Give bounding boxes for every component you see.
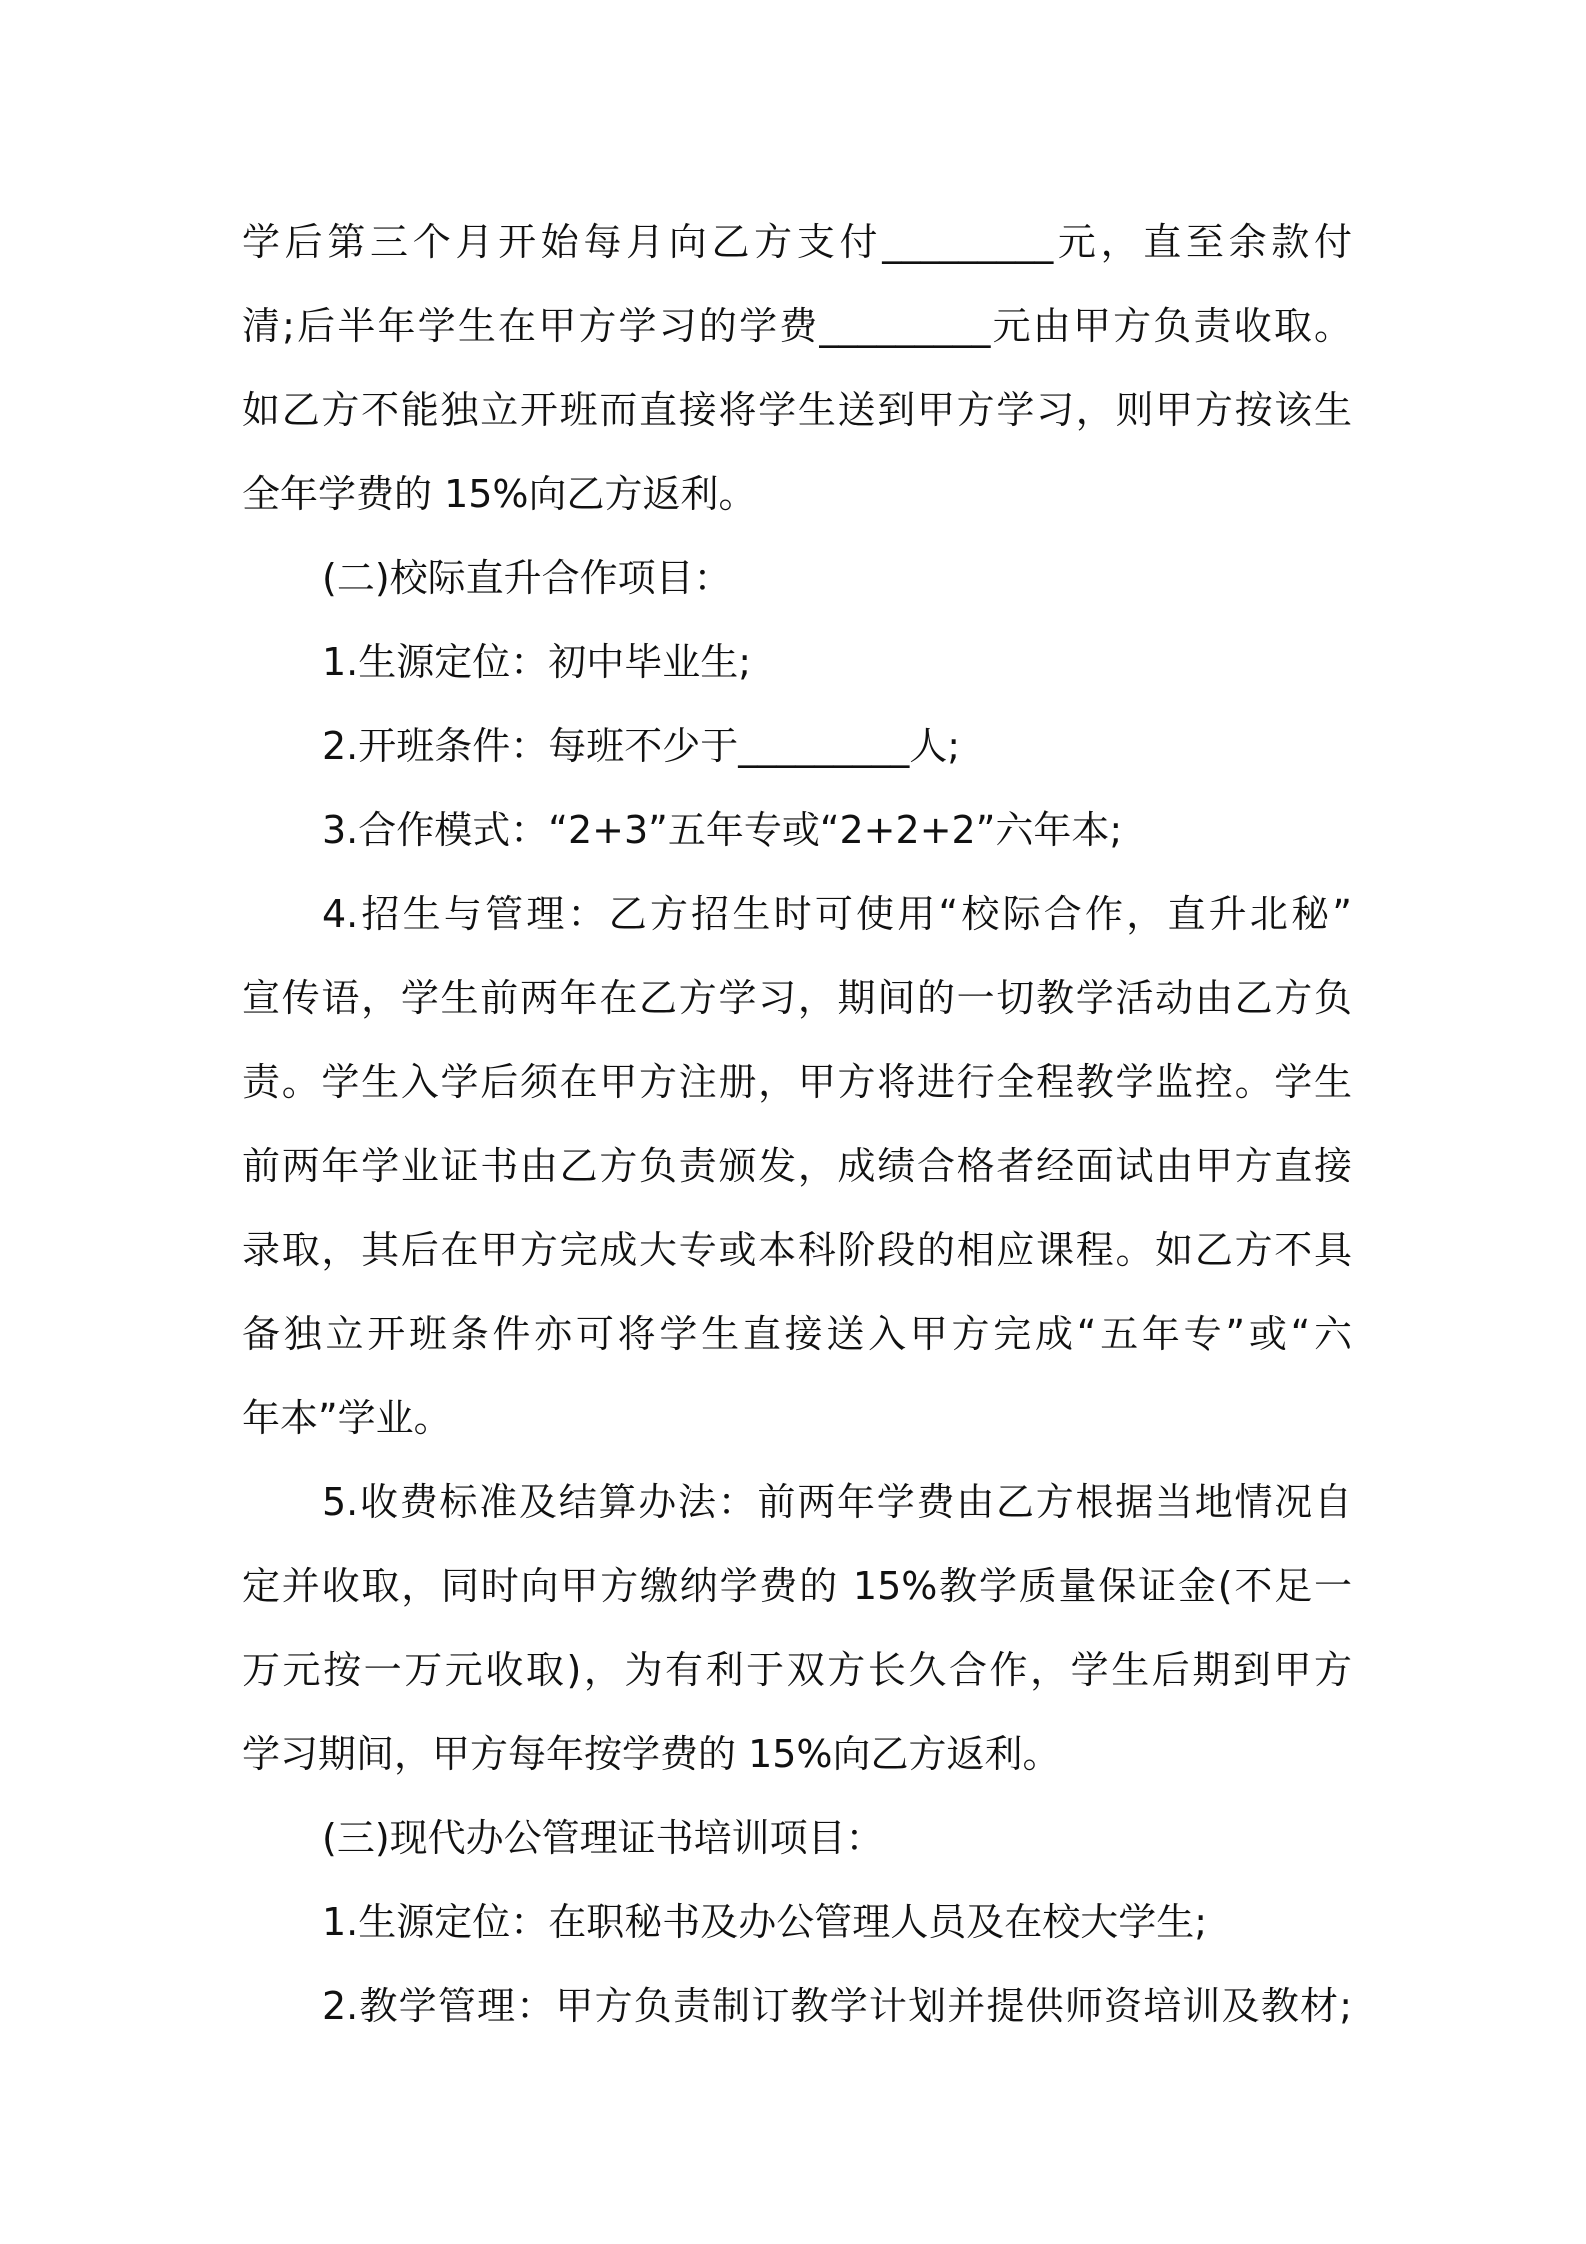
text-line: (三)现代办公管理证书培训项目： [322, 1816, 884, 1860]
text-line: 5.收费标准及结算办法：前两年学费由乙方根据当地情况自 [322, 1480, 1352, 1524]
text-line: 宣传语，学生前两年在乙方学习，期间的一切教学活动由乙方负 [242, 976, 1352, 1020]
text-line: 清;后半年学生在甲方学习的学费_________元由甲方负责收取。 [242, 304, 1352, 348]
text-line: 3.合作模式：“2+3”五年专或“2+2+2”六年本; [322, 808, 1123, 852]
text-line: (二)校际直升合作项目： [322, 556, 732, 600]
text-line: 责。学生入学后须在甲方注册，甲方将进行全程教学监控。学生 [242, 1060, 1352, 1104]
text-line: 备独立开班条件亦可将学生直接送入甲方完成“五年专”或“六 [242, 1312, 1352, 1356]
text-line: 4.招生与管理：乙方招生时可使用“校际合作，直升北秘” [322, 892, 1352, 936]
text-line: 2.开班条件：每班不少于_________人; [322, 724, 961, 768]
text-line: 全年学费的 15%向乙方返利。 [242, 472, 757, 516]
text-line: 2.教学管理：甲方负责制订教学计划并提供师资培训及教材; [322, 1984, 1352, 2028]
document-page [242, 200, 1352, 2048]
text-line: 万元按一万元收取)，为有利于双方长久合作，学生后期到甲方 [242, 1648, 1352, 1692]
text-line: 学习期间，甲方每年按学费的 15%向乙方返利。 [242, 1732, 1061, 1776]
text-line: 定并收取，同时向甲方缴纳学费的 15%教学质量保证金(不足一 [242, 1564, 1352, 1608]
text-line: 1.生源定位：在职秘书及办公管理人员及在校大学生; [322, 1900, 1208, 1944]
text-line: 如乙方不能独立开班而直接将学生送到甲方学习，则甲方按该生 [242, 388, 1352, 432]
text-line: 1.生源定位：初中毕业生; [322, 640, 752, 684]
text-line: 年本”学业。 [242, 1396, 452, 1440]
text-line: 前两年学业证书由乙方负责颁发，成绩合格者经面试由甲方直接 [242, 1144, 1352, 1188]
text-line: 录取，其后在甲方完成大专或本科阶段的相应课程。如乙方不具 [242, 1228, 1352, 1272]
text-line: 学后第三个月开始每月向乙方支付_________元，直至余款付 [242, 220, 1352, 264]
